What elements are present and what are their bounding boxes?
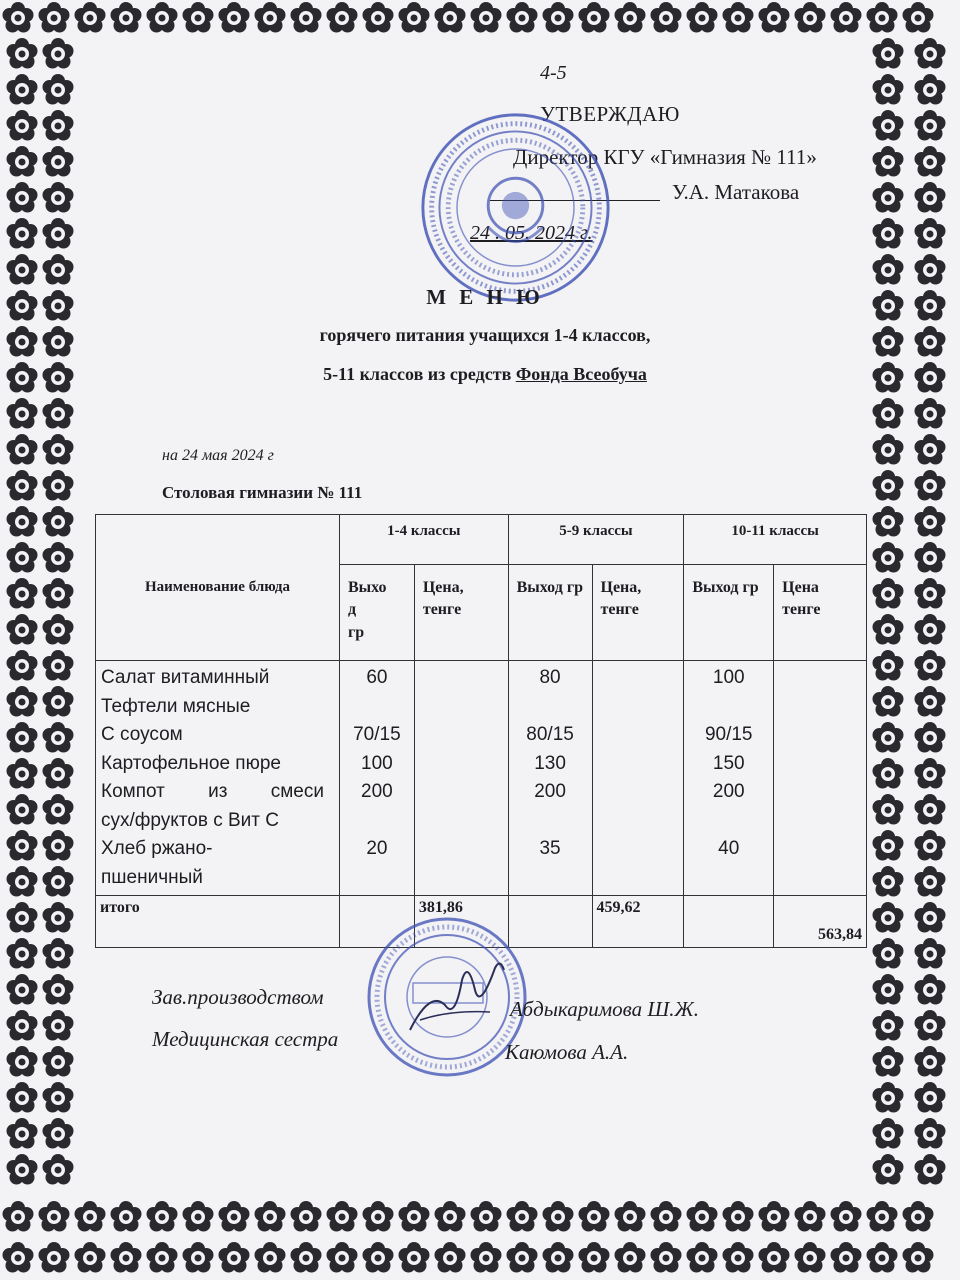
group-5-9: 5-9 классы bbox=[508, 515, 684, 565]
dish-line: Хлеб ржано- bbox=[101, 838, 213, 859]
dish-line: пшеничный bbox=[101, 866, 203, 888]
output-10-11 bbox=[684, 661, 774, 896]
output-value: 70/15 bbox=[353, 724, 401, 745]
dish-line: Тефтели мясные bbox=[101, 695, 251, 717]
total-5-9: 459,62 bbox=[592, 896, 684, 948]
output-value: 150 bbox=[712, 752, 745, 774]
output-value: 20 bbox=[366, 838, 388, 859]
output-value: 200 bbox=[361, 781, 393, 802]
director-name: У.А. Матакова bbox=[672, 180, 800, 204]
g1-out-line: гр bbox=[347, 623, 365, 641]
g3-output-header: Выход гр bbox=[684, 565, 774, 661]
handwritten-signature-icon bbox=[400, 950, 520, 1050]
dish-line: С соусом bbox=[101, 724, 183, 745]
total-out-10-11 bbox=[684, 896, 774, 948]
output-value: 100 bbox=[361, 752, 393, 774]
price-5-9 bbox=[592, 661, 684, 896]
subtitle-prefix: 5-11 классов из средств bbox=[323, 364, 516, 384]
dish-list bbox=[96, 661, 340, 896]
page-mark: 4-5 bbox=[540, 62, 567, 84]
output-value: 200 bbox=[712, 781, 745, 802]
output-value bbox=[344, 807, 410, 836]
output-value bbox=[344, 864, 410, 893]
g2-price-header: Цена, тенге bbox=[592, 565, 684, 661]
g1-price-header: Цена, тенге bbox=[414, 565, 508, 661]
fund-name: Фонда Всеобуча bbox=[515, 364, 647, 384]
output-value: 35 bbox=[539, 838, 561, 859]
g1-out-line: д bbox=[347, 601, 357, 619]
menu-subtitle-1: горячего питания учащихся 1-4 классов, bbox=[319, 325, 651, 345]
director-title: Директор КГУ «Гимназия № 111» bbox=[513, 145, 817, 169]
dishes-row bbox=[96, 661, 867, 896]
output-value bbox=[513, 864, 588, 893]
output-value bbox=[344, 693, 410, 722]
nurse-role: Медицинская сестра bbox=[152, 1027, 339, 1051]
dish-word: из bbox=[208, 781, 228, 802]
menu-title: М Е Н Ю bbox=[426, 285, 544, 309]
output-value: 100 bbox=[712, 667, 745, 688]
g1-out-line: Выхо bbox=[347, 579, 387, 596]
table-header-row bbox=[96, 515, 867, 565]
nurse-name: Каюмова А.А. bbox=[505, 1040, 629, 1064]
group-10-11: 10-11 классы bbox=[684, 515, 867, 565]
g3-price-header: Цена тенге bbox=[774, 565, 867, 661]
output-value: 80 bbox=[539, 667, 561, 688]
approval-date: 24 . 05. 2024 г. bbox=[470, 222, 593, 244]
dish-line: сух/фруктов с Вит С bbox=[101, 809, 279, 831]
col-dish-name: Наименование блюда bbox=[96, 515, 340, 661]
group-1-4: 1-4 классы bbox=[339, 515, 508, 565]
dish-word: Компот bbox=[101, 781, 165, 802]
output-value: 130 bbox=[534, 752, 566, 774]
total-1-4: 381,86 bbox=[414, 896, 508, 948]
menu-table bbox=[95, 514, 867, 948]
g2-output-header: Выход гр bbox=[508, 565, 592, 661]
output-value: 90/15 bbox=[704, 724, 753, 745]
dish-word: смеси bbox=[270, 781, 324, 802]
output-5-9 bbox=[508, 661, 592, 896]
output-value bbox=[513, 693, 588, 722]
round-official-seal-icon bbox=[418, 110, 613, 305]
total-label: итого bbox=[96, 896, 340, 948]
output-value bbox=[688, 864, 769, 893]
production-head-role: Зав.производством bbox=[152, 985, 324, 1009]
menu-subtitle-2 bbox=[0, 364, 960, 385]
production-head-name: Абдыкаримова Ш.Ж. bbox=[510, 997, 699, 1021]
output-value: 80/15 bbox=[526, 724, 574, 745]
output-value: 60 bbox=[366, 667, 388, 688]
canteen-name: Столовая гимназии № 111 bbox=[162, 483, 363, 502]
dish-line bbox=[101, 778, 324, 807]
output-value bbox=[688, 693, 769, 722]
approval-heading: УТВЕРЖДАЮ bbox=[540, 102, 680, 126]
g1-output-header bbox=[339, 565, 414, 661]
dish-line: Картофельное пюре bbox=[101, 752, 281, 774]
output-value bbox=[513, 807, 588, 836]
menu-date: на 24 мая 2024 г bbox=[162, 447, 274, 464]
output-value: 200 bbox=[534, 781, 566, 802]
dish-line: Салат витаминный bbox=[101, 667, 270, 688]
output-value: 40 bbox=[718, 838, 740, 859]
output-value bbox=[688, 807, 769, 836]
output-1-4 bbox=[339, 661, 414, 896]
price-10-11 bbox=[774, 661, 867, 896]
price-1-4 bbox=[414, 661, 508, 896]
total-10-11: 563,84 bbox=[774, 896, 867, 948]
